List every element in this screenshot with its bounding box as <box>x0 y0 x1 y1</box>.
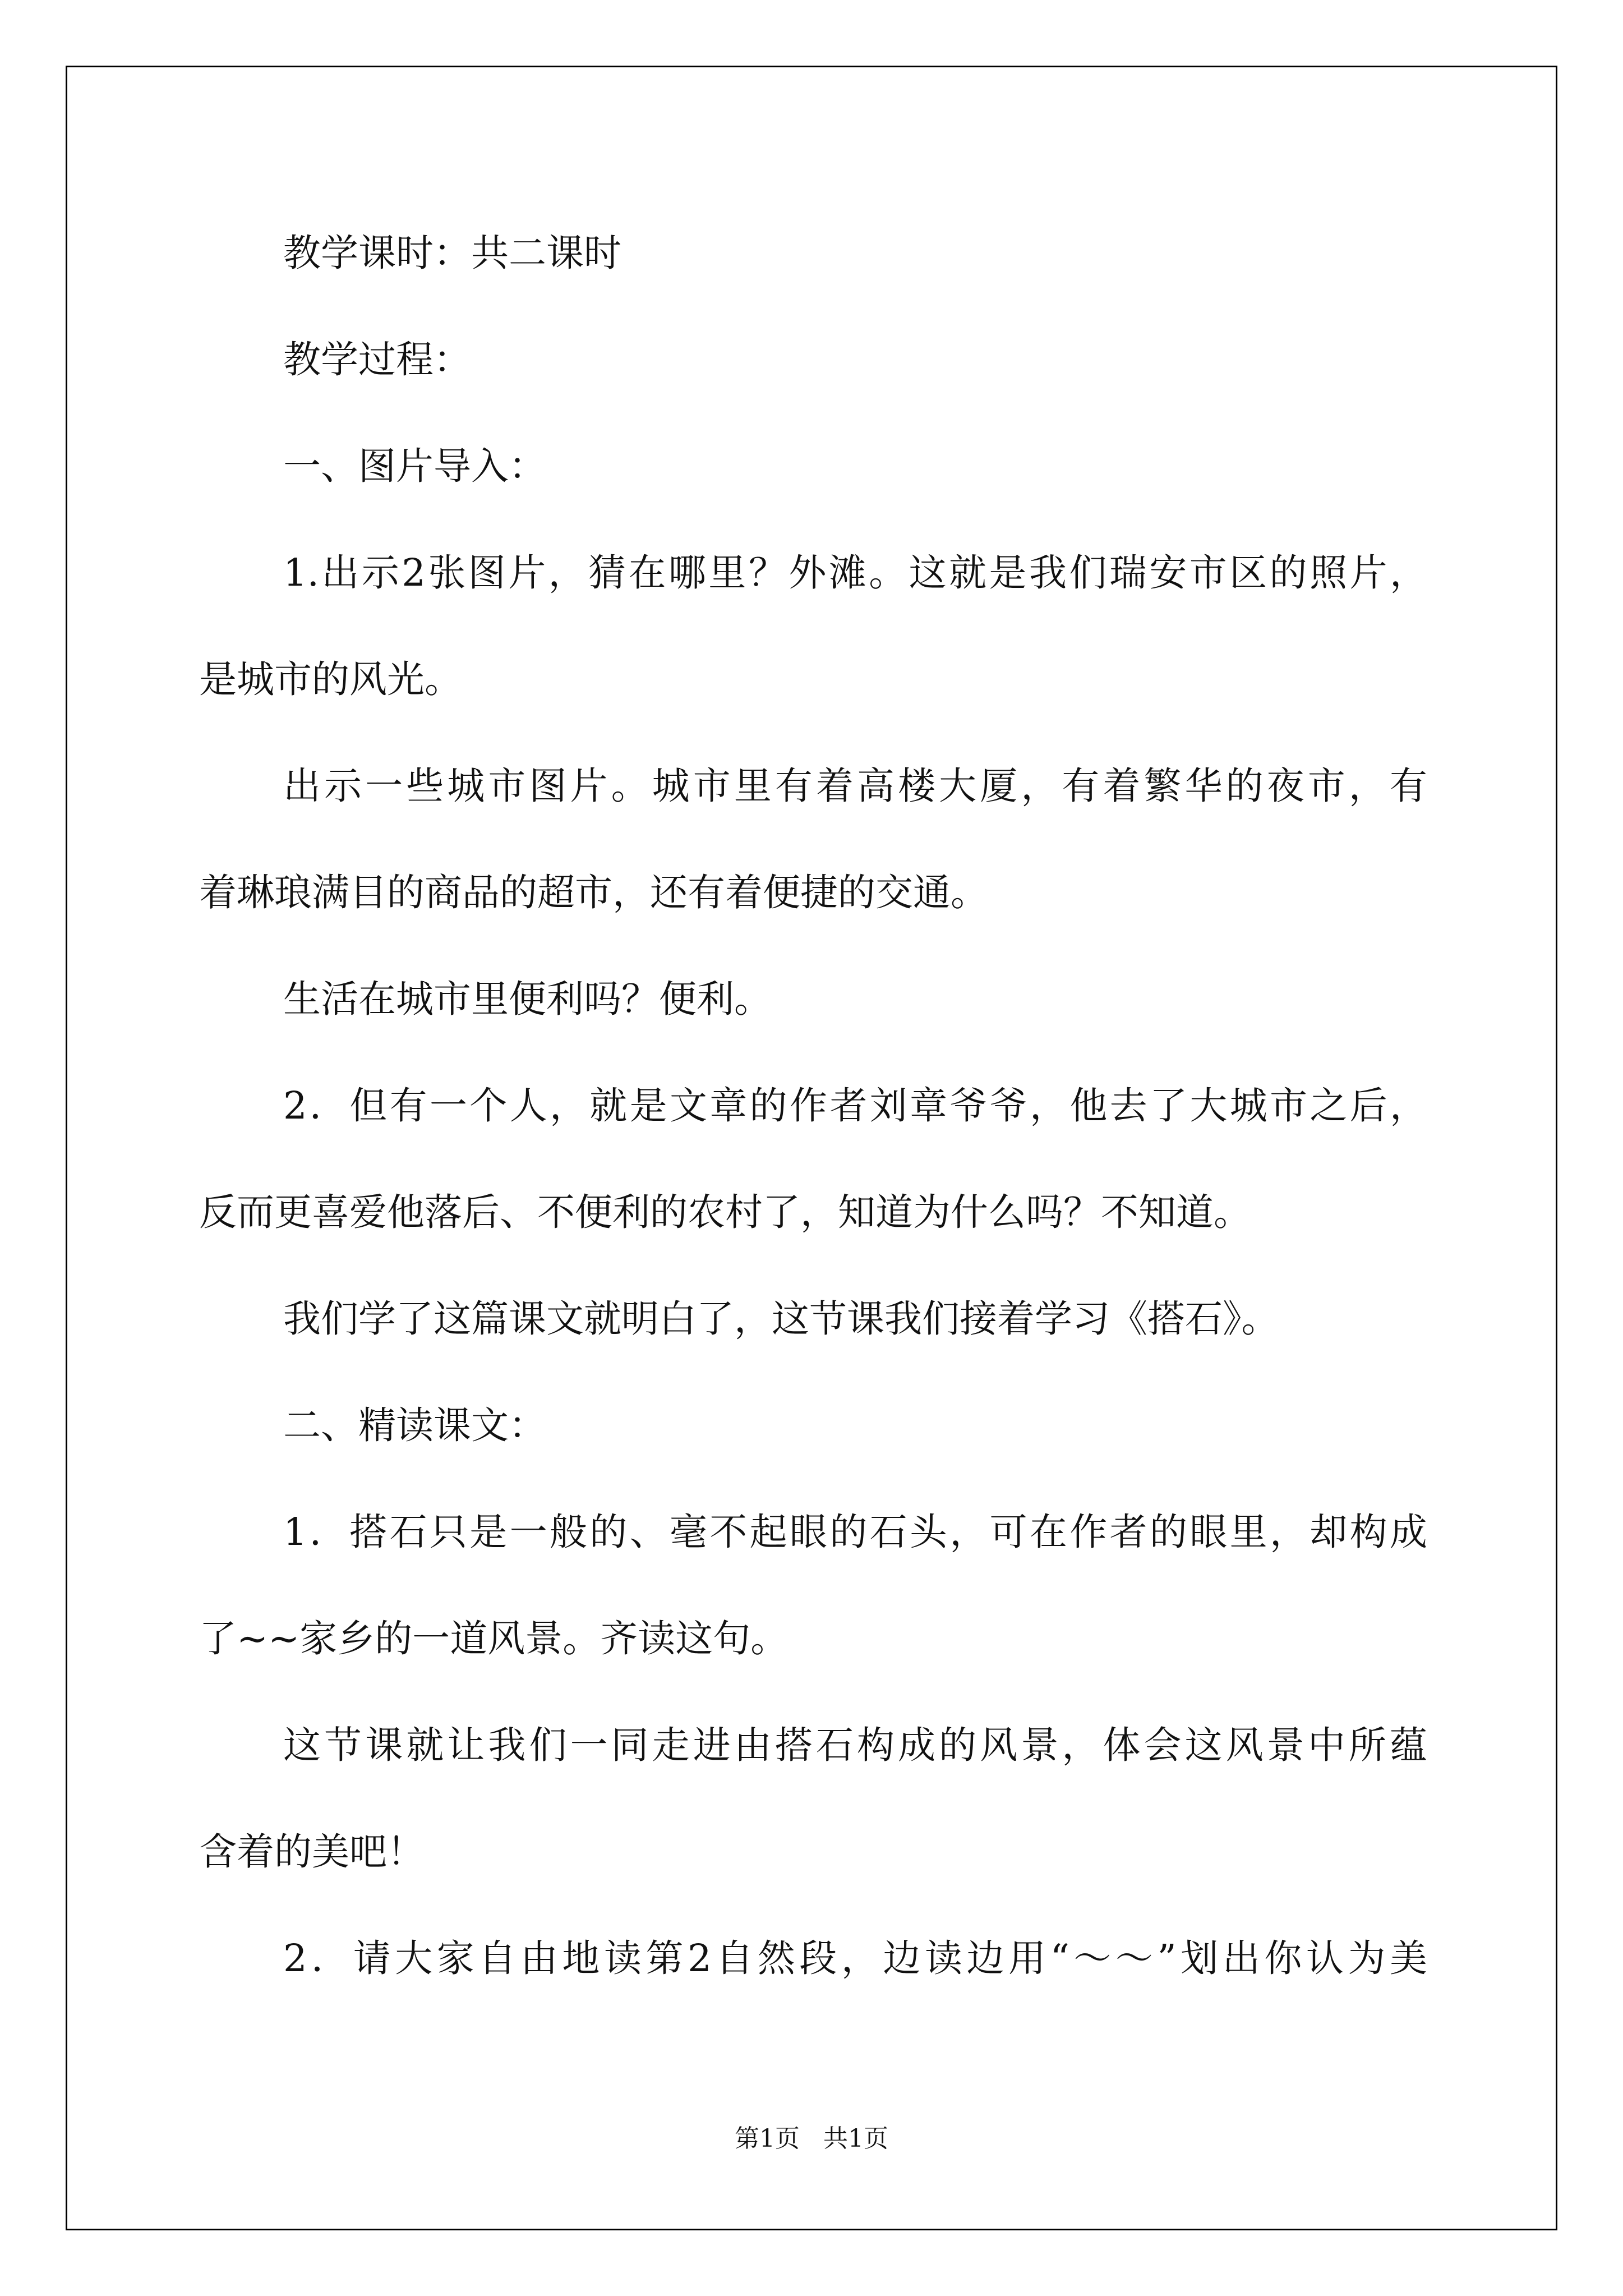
text-line: 一、图片导入： <box>283 444 546 488</box>
text-line: 生活在城市里便利吗？便利。 <box>283 977 772 1021</box>
text-line: 我们学了这篇课文就明白了，这节课我们接着学习《搭石》。 <box>283 1297 1279 1341</box>
text-line: 这节课就让我们一同走进由搭石构成的风景，体会这风景中所蕴 <box>283 1723 1427 1767</box>
text-line: 着琳琅满目的商品的超市，还有着便捷的交通。 <box>199 871 988 914</box>
text-line: 2．请大家自由地读第2自然段，边读边用“～～”划出你认为美 <box>283 1936 1427 1980</box>
text-line: 教学过程： <box>283 338 471 381</box>
text-line: 反而更喜爱他落后、不便利的农村了，知道为什么吗？不知道。 <box>199 1190 1251 1234</box>
text-line: 二、精读课文： <box>283 1404 546 1447</box>
text-line: 含着的美吧！ <box>199 1830 425 1874</box>
text-line: 出示一些城市图片。城市里有着高楼大厦，有着繁华的夜市，有 <box>283 764 1427 808</box>
text-line: 了~~家乡的一道风景。齐读这句。 <box>199 1617 789 1660</box>
text-line: 2．但有一个人，就是文章的作者刘章爷爷，他去了大城市之后， <box>283 1084 1427 1128</box>
text-line: 教学课时：共二课时 <box>283 231 621 275</box>
page-border <box>66 66 1557 2230</box>
text-line: 1．搭石只是一般的、毫不起眼的石头，可在作者的眼里，却构成 <box>283 1510 1427 1554</box>
page-number-footer: 第1页 共1页 <box>735 2124 888 2153</box>
text-line: 1.出示2张图片，猜在哪里？外滩。这就是我们瑞安市区的照片， <box>283 551 1427 595</box>
text-line: 是城市的风光。 <box>199 657 462 701</box>
